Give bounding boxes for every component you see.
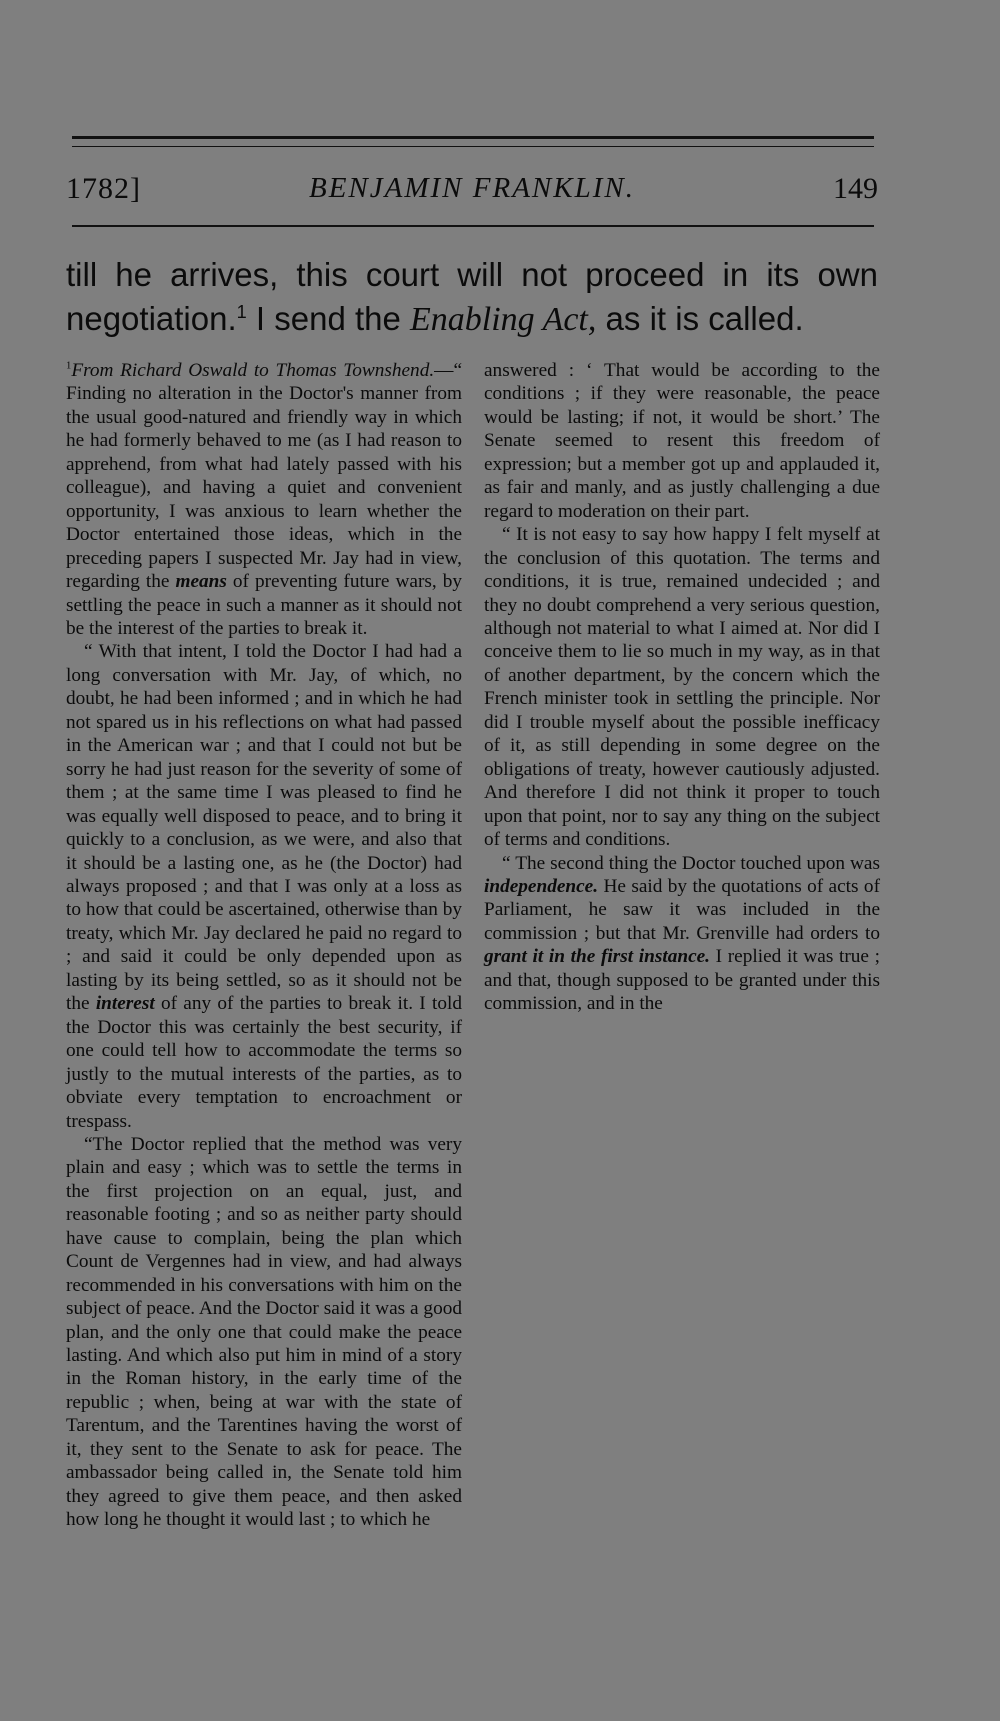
main-text: till he arrives, this court will not proceed in its own negotiation.$^1$ I send the Enabling Act, as it is called. — [66, 256, 878, 338]
head-rule — [72, 225, 874, 227]
footnote-paragraph-3-continued: answered : ‘ That would be according to the conditions ; if they were reasonable, the peace would be lasting; if not, it would be short.’ The Senate seemed to resent this freedom of expression; but a member got up and applauded it, as fair and manly, and as justly challenging a due regard to moderation on their part. — [484, 360, 880, 522]
running-head-title: BENJAMIN FRANKLIN. — [309, 172, 635, 204]
top-rule — [72, 136, 874, 139]
page-number: 149 — [833, 172, 878, 205]
running-head-year: 1782] — [66, 172, 141, 205]
running-head — [66, 172, 878, 212]
footnote-source: From Richard Oswald to Thomas Townshend. — [71, 360, 435, 381]
enabling-act: Enabling Act, — [410, 301, 597, 338]
footnote-paragraph-5: “ The second thing the Doctor touched upon was independence. He said by the quotations of acts of Parliament, he saw it was included in the commission ; but that Mr. Grenville had orders to grant it in the first instance. I replied it was true ; and that, though supposed to be granted under this commission, and in the — [484, 852, 880, 1015]
footnote-paragraph-3: “The Doctor replied that the method was very plain and easy ; which was to settle the terms in the first projection on an equal, just, and reasonable footing ; and so as neither party should have cause to complain, being the plan which Count de Vergennes had in view, and had always recommended in his conversations with him on the subject of peace. And the Doctor said it was a good plan, and the only one that could make the peace lasting. And which also put him in mind of a story in the Roman history, in the early time of the republic ; when, being at war with the state of Tarentum, and the Tarentines having the worst of it, they sent to the Senate to ask for peace. The ambassador being called in, the Senate told him they agreed to give them peace, and then asked how long he thought it would last ; to which he — [66, 1133, 462, 1531]
footnote-number: 1 — [66, 360, 72, 372]
footnote-paragraph-1: $^1$From Richard Oswald to Thomas Townshend.—“ Finding no alteration in the Doctor's manner from the usual good-natured and friendly way in which he had formerly behaved to me (as I had reason to apprehend, from what had lately passed with his colleague), and having a quiet and convenient opportunity, I was anxious to learn whether the Doctor entertained those ideas, which in the preceding papers I suspected Mr. Jay had in view, regarding the means of preventing future wars, by settling the peace in such a manner as it should not be the interest of the parties to break it. — [66, 360, 462, 639]
top-rule-thin — [72, 146, 874, 147]
footnote-marker: 1 — [236, 302, 247, 322]
footnote-paragraph-2: “ With that intent, I told the Doctor I had had a long conversation with Mr. Jay, of which, no doubt, he had been informed ; and in which he had not spared us in his reflections on what had passed in the American war ; and that I could not but be sorry he had just reason for the severity of some of them ; at the same time I was pleased to find he was equally well disposed to peace, and to bring it quickly to a conclusion, as we were, and also that it should be a lasting one, as he (the Doctor) had always proposed ; and that I was only at a loss as to how that could be ascertained, otherwise than by treaty, which Mr. Jay declared he paid no regard to ; and said it could be only depended upon as lasting by its being settled, so as it should not be the interest of any of the parties to break it. I told the Doctor this was certainly the best security, if one could tell how to accommodate the terms so justly to the mutual interests of the parties, as to obviate every temptation to encroachment or trespass. — [66, 641, 462, 1132]
footnote-column-left — [66, 359, 462, 1532]
footnote-column-right — [484, 359, 880, 1016]
footnote-paragraph-4: “ It is not easy to say how happy I felt myself at the conclusion of this quotation. The terms and conditions, it is true, remained undecided ; and they no doubt comprehend a very serious question, although not material to what I aimed at. Nor did I conceive them to lie so much in my way, as in that of another department, by the concern which the French minister took in settling the principle. Nor did I trouble myself about the possible inefficacy of it, as still depending in some degree on the obligations of treaty, however cautiously adjusted. And therefore I did not think it proper to touch upon that point, nor to say any thing on the subject of terms and conditions. — [484, 524, 880, 851]
